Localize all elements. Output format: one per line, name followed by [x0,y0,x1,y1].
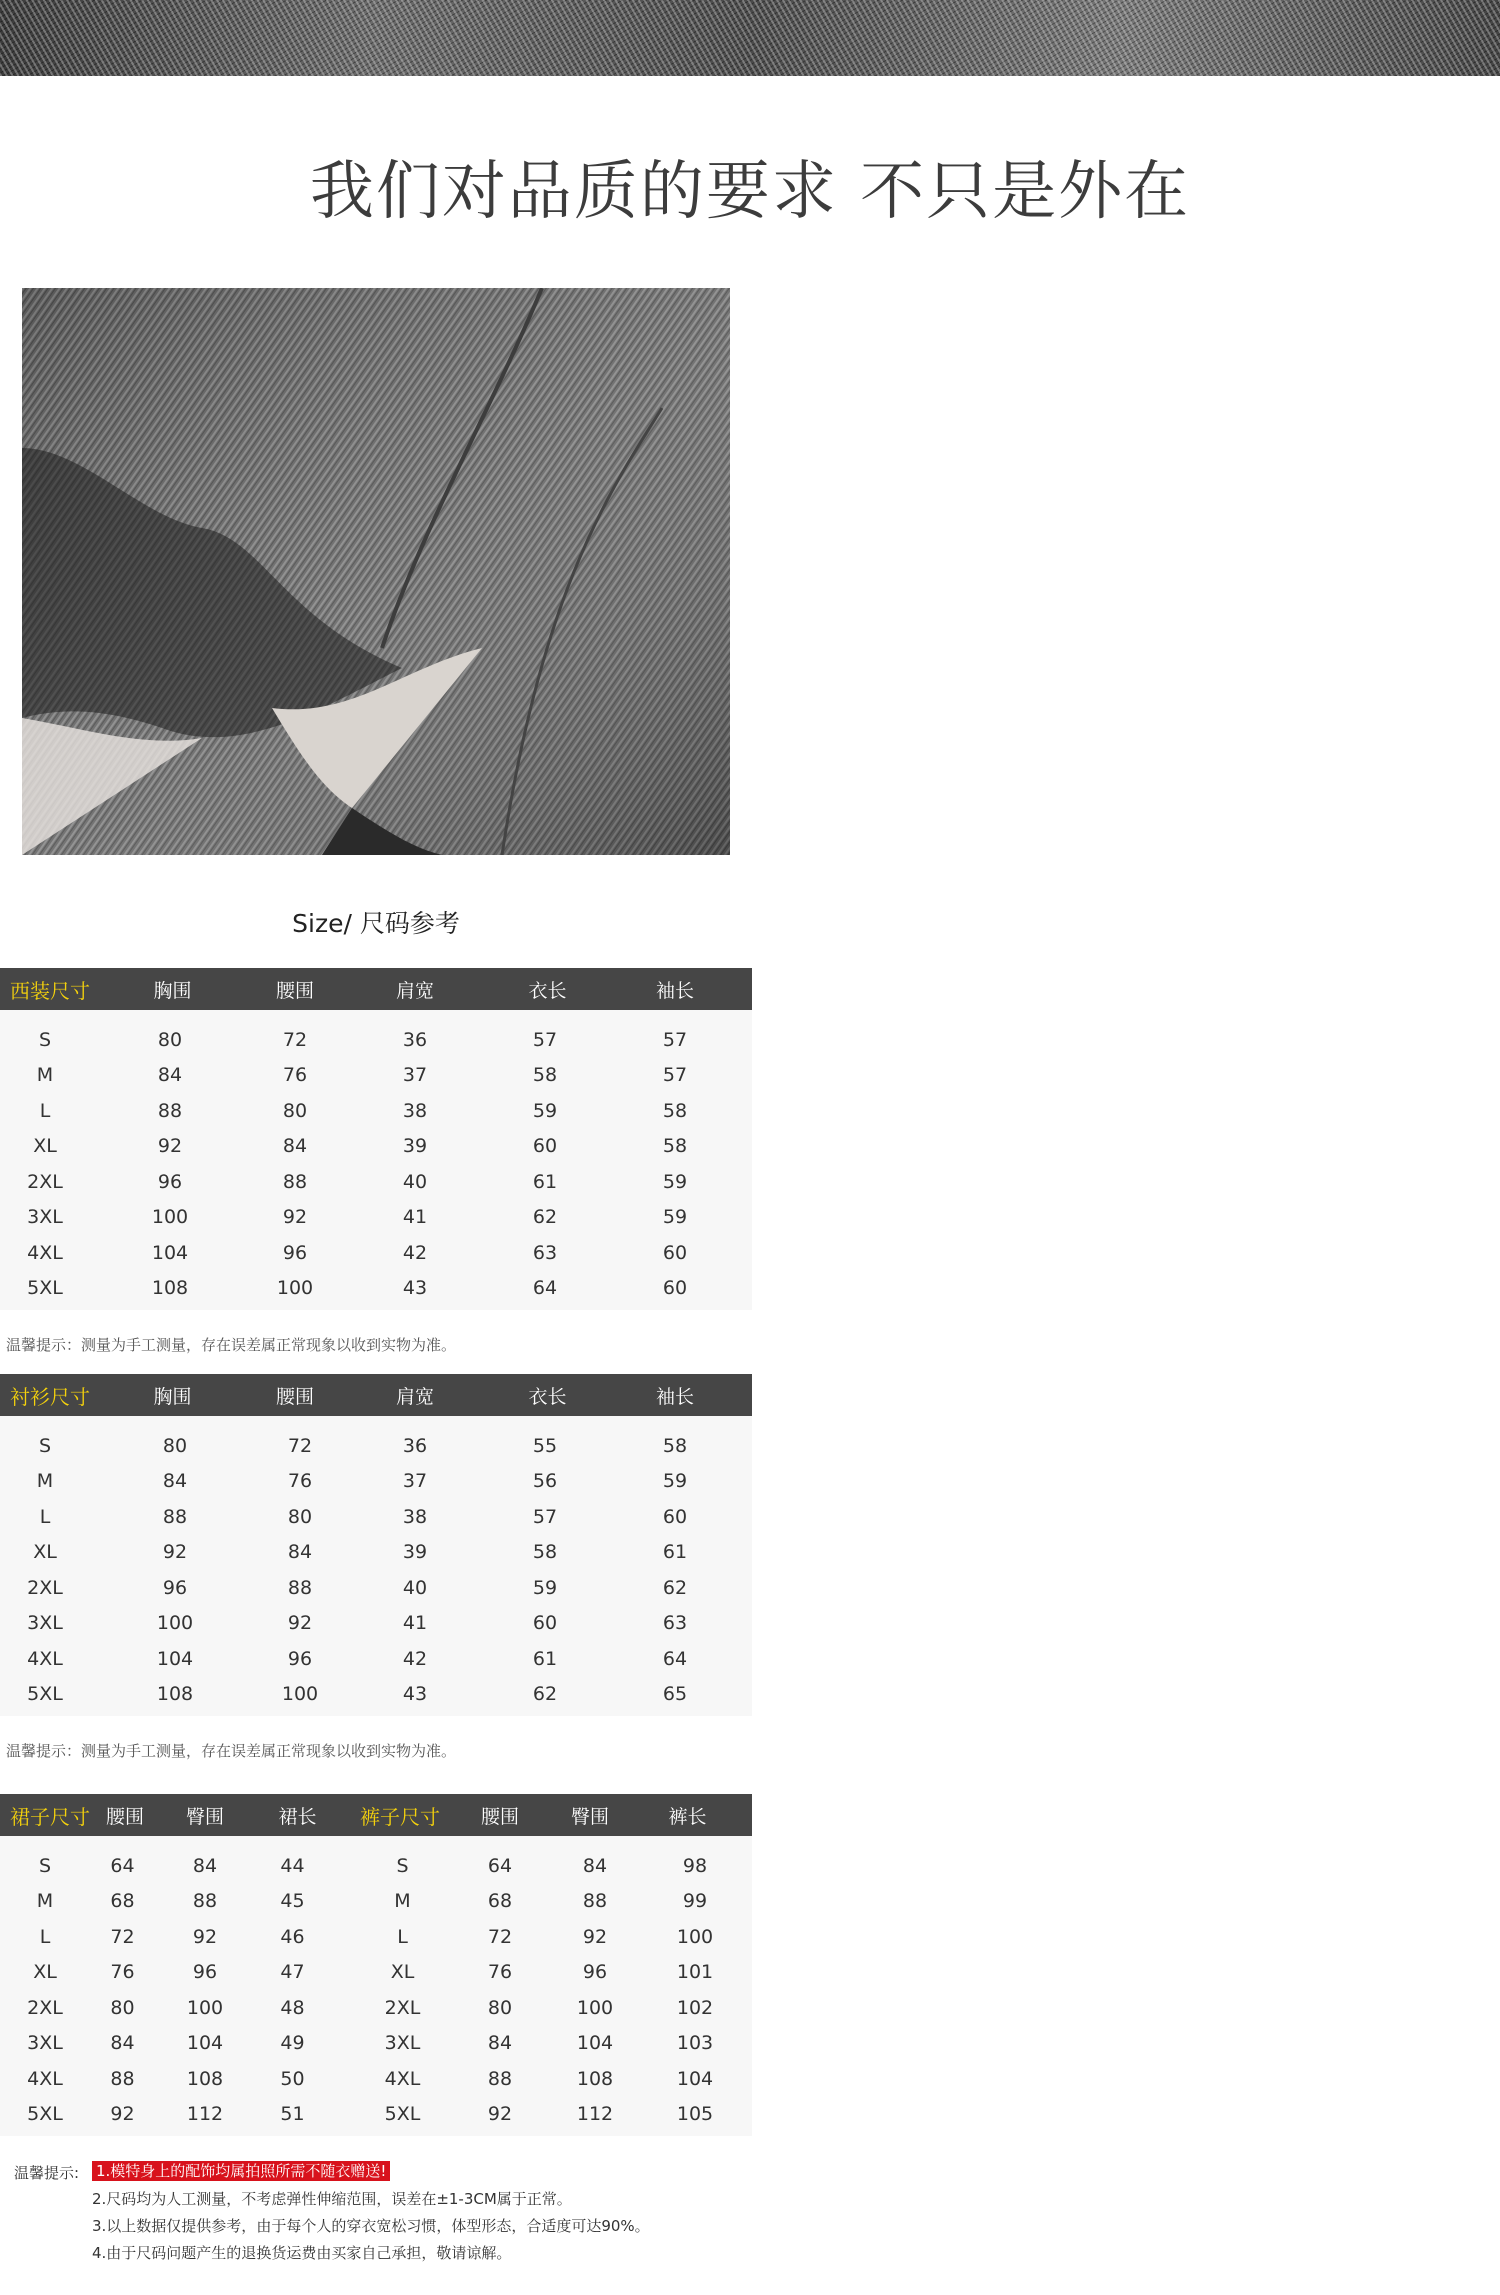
column-header: 袖长 [655,979,694,1002]
tip-line-2: 2.尺码均为人工测量，不考虑弹性伸缩范围，误差在±1-3CM属于正常。 [92,2190,572,2208]
value-cell: 88 [162,1505,188,1528]
size-cell: L [39,1099,51,1122]
size-cell: M [36,1890,54,1913]
value-cell: 105 [676,2103,714,2126]
value-cell: 84 [582,1854,608,1877]
value-cell: 72 [110,1925,135,1948]
column-header: 裤长 [668,1805,707,1828]
table-row [0,1848,752,1884]
value-cell: 80 [110,1996,135,2019]
value-cell: 57 [662,1028,688,1051]
value-cell: 51 [280,2103,305,2126]
size-cell: S [38,1854,52,1877]
value-cell: 61 [532,1170,558,1193]
value-cell: 46 [280,1925,305,1948]
size-cell: XL [390,1961,415,1984]
pants-table-title: 裤子尺寸 [360,1804,440,1829]
size-cell: 4XL [27,1647,63,1670]
column-header: 臀围 [185,1805,224,1828]
column-header: 腰围 [275,1385,314,1408]
table-row [0,1677,752,1713]
table-row [0,2026,752,2062]
size-cell: XL [33,1961,57,1984]
table-row [0,1570,752,1606]
table-row [0,1919,752,1955]
value-cell: 96 [162,1576,188,1599]
value-cell: 92 [582,1925,608,1948]
table-row [0,1022,752,1058]
value-cell: 38 [402,1505,428,1528]
value-cell: 96 [282,1241,308,1264]
value-cell: 64 [532,1277,558,1300]
value-cell: 60 [662,1505,688,1528]
value-cell: 76 [282,1064,308,1087]
value-cell: 60 [662,1277,688,1300]
value-cell: 98 [682,1854,708,1877]
table-row [0,1535,752,1571]
value-cell: 96 [287,1647,313,1670]
size-cell: 3XL [384,2032,421,2055]
table-row [0,1499,752,1535]
value-cell: 76 [110,1961,135,1984]
value-cell: 45 [280,1890,305,1913]
value-cell: 92 [282,1206,308,1229]
suit-table-body [0,1010,752,1310]
value-cell: 68 [487,1890,513,1913]
value-cell: 100 [156,1612,194,1635]
value-cell: 49 [280,2032,305,2055]
value-cell: 43 [402,1683,428,1706]
value-cell: 92 [162,1541,188,1564]
value-cell: 88 [157,1099,183,1122]
value-cell: 104 [186,2032,224,2055]
column-header: 臀围 [570,1805,609,1828]
value-cell: 108 [576,2067,614,2090]
value-cell: 36 [402,1434,428,1457]
value-cell: 56 [532,1470,558,1493]
value-cell: 58 [662,1135,688,1158]
value-cell: 36 [402,1028,428,1051]
value-cell: 58 [532,1541,558,1564]
value-cell: 60 [662,1241,688,1264]
column-header: 袖长 [655,1385,694,1408]
value-cell: 57 [662,1064,688,1087]
value-cell: 108 [156,1683,194,1706]
value-cell: 57 [532,1028,558,1051]
value-cell: 64 [662,1647,688,1670]
value-cell: 40 [402,1170,428,1193]
size-cell: M [36,1470,54,1493]
value-cell: 59 [662,1470,688,1493]
value-cell: 80 [282,1099,308,1122]
value-cell: 61 [532,1647,558,1670]
value-cell: 88 [282,1170,308,1193]
size-cell: S [38,1028,52,1051]
value-cell: 100 [281,1683,319,1706]
value-cell: 96 [192,1961,218,1984]
value-cell: 64 [487,1854,513,1877]
table-row [0,1271,752,1307]
table-row [0,1606,752,1642]
value-cell: 100 [676,1925,714,1948]
value-cell: 41 [402,1612,428,1635]
value-cell: 63 [662,1612,688,1635]
column-header: 衣长 [528,979,567,1002]
value-cell: 60 [532,1612,558,1635]
value-cell: 84 [192,1854,218,1877]
size-cell: 3XL [27,1612,63,1635]
table-row [0,2061,752,2097]
value-cell: 41 [402,1206,428,1229]
value-cell: 88 [582,1890,608,1913]
size-cell: 2XL [27,1576,63,1599]
value-cell: 100 [186,1996,224,2019]
size-reference-heading: Size/ 尺码参考 [292,909,460,938]
value-cell: 57 [532,1505,558,1528]
table-row [0,1955,752,1991]
value-cell: 72 [487,1925,513,1948]
table-row [0,1058,752,1094]
value-cell: 59 [662,1170,688,1193]
bottoms-size-table [0,1794,752,2136]
tip-line-1 [92,2160,390,2181]
value-cell: 58 [532,1064,558,1087]
value-cell: 84 [162,1470,188,1493]
column-header: 肩宽 [395,1385,434,1408]
headline: 我们对品质的要求 不只是外在 [309,155,1191,229]
size-cell: 4XL [27,2067,63,2090]
bottoms-table-header [0,1794,752,1836]
value-cell: 88 [110,2067,135,2090]
value-cell: 100 [276,1277,314,1300]
size-cell: 2XL [384,1996,421,2019]
value-cell: 62 [532,1683,558,1706]
value-cell: 84 [110,2032,135,2055]
value-cell: 112 [186,2103,224,2126]
column-header: 裙长 [278,1805,317,1828]
value-cell: 59 [532,1576,558,1599]
value-cell: 100 [151,1206,189,1229]
size-cell: L [39,1925,51,1948]
value-cell: 62 [532,1206,558,1229]
size-cell: 5XL [27,1683,63,1706]
size-cell: M [394,1890,411,1913]
size-cell: 2XL [27,1170,63,1193]
tip-highlight: 1.模特身上的配饰均属拍照所需不随衣赠送! [92,2161,390,2181]
value-cell: 63 [532,1241,558,1264]
value-cell: 92 [287,1612,313,1635]
column-header: 衣长 [528,1385,567,1408]
table-row [0,1884,752,1920]
value-cell: 39 [402,1541,428,1564]
value-cell: 40 [402,1576,428,1599]
column-header: 腰围 [480,1805,519,1828]
fabric-photo-graphic [22,288,730,855]
value-cell: 80 [487,1996,513,2019]
size-cell: 4XL [384,2067,421,2090]
size-cell: 3XL [27,1206,63,1229]
size-cell: XL [33,1541,57,1564]
measurement-notice: 温馨提示：测量为手工测量，存在误差属正常现象以收到实物为准。 [6,1336,457,1354]
value-cell: 88 [487,2067,513,2090]
value-cell: 47 [280,1961,305,1984]
value-cell: 84 [487,2032,513,2055]
fabric-texture-banner [0,0,1500,76]
value-cell: 62 [662,1576,688,1599]
value-cell: 72 [282,1028,308,1051]
value-cell: 104 [576,2032,614,2055]
table-row [0,1990,752,2026]
value-cell: 60 [532,1135,558,1158]
value-cell: 102 [676,1996,714,2019]
value-cell: 38 [402,1099,428,1122]
value-cell: 84 [282,1135,308,1158]
value-cell: 55 [532,1434,558,1457]
value-cell: 39 [402,1135,428,1158]
value-cell: 92 [487,2103,513,2126]
value-cell: 104 [676,2067,714,2090]
value-cell: 84 [157,1064,183,1087]
table-row [0,1464,752,1500]
size-cell: 2XL [27,1996,63,2019]
size-cell: S [396,1854,409,1877]
suit-table-title: 西装尺寸 [10,978,90,1003]
value-cell: 48 [280,1996,305,2019]
size-cell: 4XL [27,1241,63,1264]
size-cell: L [39,1505,51,1528]
value-cell: 80 [157,1028,183,1051]
value-cell: 42 [402,1241,428,1264]
size-cell: L [397,1925,408,1948]
value-cell: 59 [662,1206,688,1229]
value-cell: 76 [487,1961,513,1984]
value-cell: 72 [287,1434,313,1457]
value-cell: 96 [582,1961,608,1984]
value-cell: 59 [532,1099,558,1122]
value-cell: 65 [662,1683,688,1706]
fabric-detail-photo [22,288,730,855]
value-cell: 37 [402,1470,428,1493]
column-header: 胸围 [153,979,192,1002]
value-cell: 68 [110,1890,135,1913]
shirt-size-table [0,1374,752,1716]
bottoms-table-body [0,1836,752,2136]
value-cell: 103 [676,2032,714,2055]
value-cell: 101 [676,1961,714,1984]
measurement-notice: 温馨提示：测量为手工测量，存在误差属正常现象以收到实物为准。 [6,1742,457,1760]
suit-size-table [0,968,752,1310]
value-cell: 112 [576,2103,614,2126]
value-cell: 96 [157,1170,183,1193]
value-cell: 61 [662,1541,688,1564]
suit-table-header [0,968,752,1010]
value-cell: 104 [151,1241,189,1264]
value-cell: 64 [110,1854,135,1877]
value-cell: 80 [162,1434,188,1457]
size-cell: 5XL [27,2103,63,2126]
value-cell: 76 [287,1470,313,1493]
shirt-table-header [0,1374,752,1416]
size-cell: 5XL [384,2103,421,2126]
value-cell: 84 [287,1541,313,1564]
value-cell: 44 [280,1854,305,1877]
value-cell: 104 [156,1647,194,1670]
table-row [0,1129,752,1165]
table-row [0,1641,752,1677]
table-row [0,1093,752,1129]
value-cell: 37 [402,1064,428,1087]
column-header: 胸围 [153,1385,192,1408]
value-cell: 80 [287,1505,313,1528]
shirt-table-body [0,1416,752,1716]
value-cell: 108 [186,2067,224,2090]
size-cell: S [38,1434,52,1457]
table-row [0,1200,752,1236]
table-row [0,2097,752,2133]
value-cell: 100 [576,1996,614,2019]
column-header: 腰围 [275,979,314,1002]
column-header: 肩宽 [395,979,434,1002]
table-row [0,1428,752,1464]
skirt-table-title: 裙子尺寸 [10,1804,90,1829]
table-row [0,1235,752,1271]
size-cell: XL [33,1135,57,1158]
size-cell: 3XL [27,2032,63,2055]
value-cell: 99 [682,1890,708,1913]
value-cell: 88 [192,1890,218,1913]
value-cell: 92 [157,1135,183,1158]
value-cell: 108 [151,1277,189,1300]
value-cell: 92 [110,2103,135,2126]
value-cell: 50 [280,2067,305,2090]
value-cell: 88 [287,1576,313,1599]
value-cell: 42 [402,1647,428,1670]
size-cell: M [36,1064,54,1087]
tip-line-3: 3.以上数据仅提供参考，由于每个人的穿衣宽松习惯，体型形态，合适度可达90%。 [92,2217,650,2235]
shirt-table-title: 衬衫尺寸 [10,1384,90,1409]
tip-line-4: 4.由于尺码问题产生的退换货运费由买家自己承担，敬请谅解。 [92,2244,512,2262]
value-cell: 58 [662,1434,688,1457]
value-cell: 58 [662,1099,688,1122]
value-cell: 43 [402,1277,428,1300]
size-cell: 5XL [27,1277,63,1300]
column-header: 腰围 [105,1805,144,1828]
table-row [0,1164,752,1200]
value-cell: 92 [192,1925,218,1948]
tips-label: 温馨提示: [14,2164,80,2182]
